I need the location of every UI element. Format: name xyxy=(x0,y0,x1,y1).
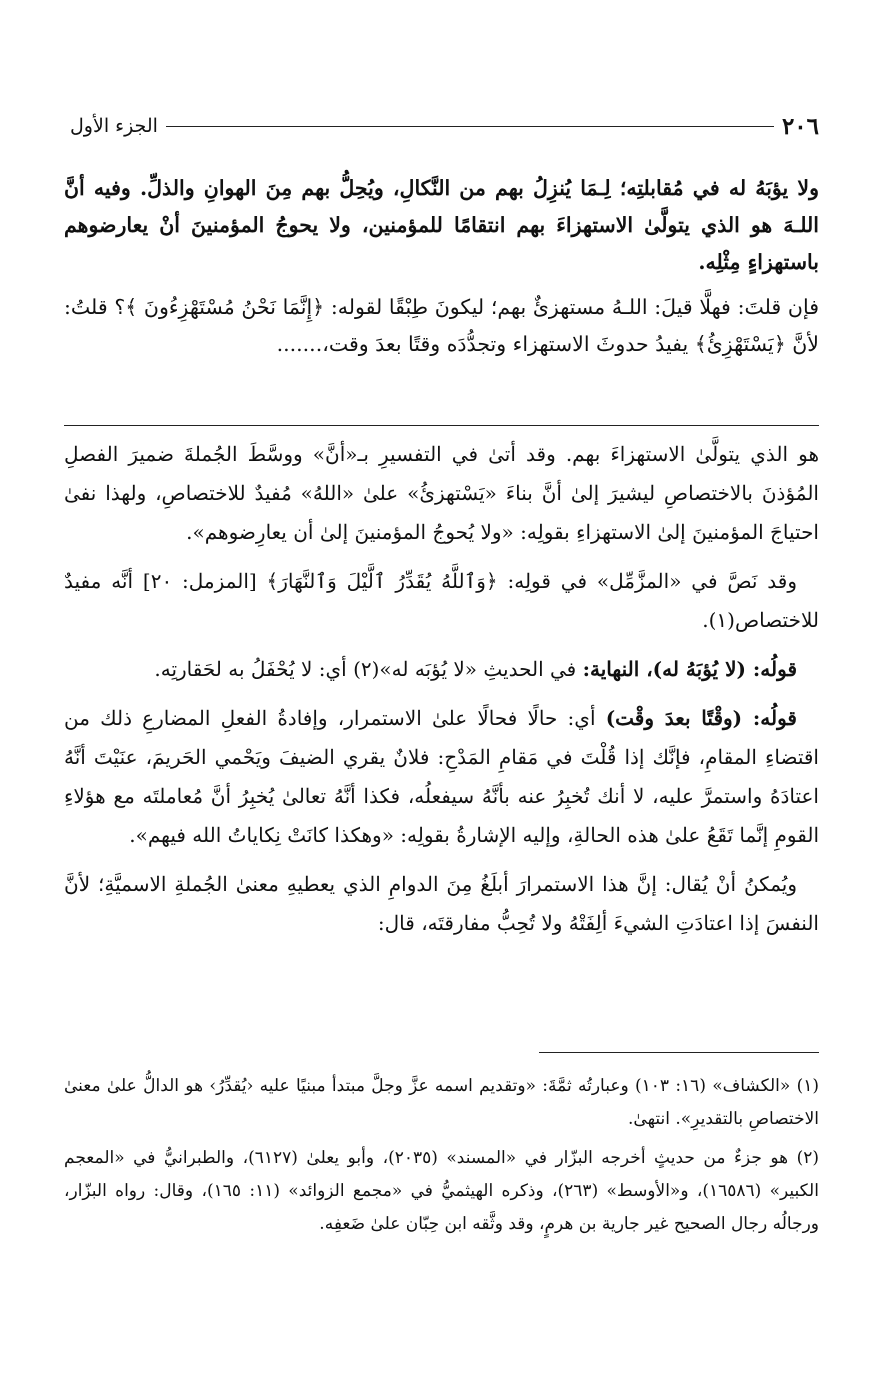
footnote-1: (١) «الكشاف» (١٦: ١٠٣) وعبارتُه ثمَّةَ: «وتقديم اسمه عزَّ وجلَّ مبتدأ مبنيًا عليه ‹يُقدِّرُ› هو الدالُّ علىٰ معنىٰ الاختصاصِ بالتقديرِ». انتهىٰ. xyxy=(64,1076,819,1129)
commentary-body-3: في الحديثِ «لا يُؤبَه له»(٢) أي: لا يُحْفَلُ به لحَقارتِه. xyxy=(154,657,583,681)
main-text-paragraph-2: فإن قلتَ: فهلَّا قيلَ: اللـهُ مستهزئٌ بهم؛ ليكونَ طِبْقًا لقوله: ﴿إِنَّمَا نَحْنُ مُسْتَهْزِءُونَ ﴾؟ قلتُ: لأنَّ ﴿يَسْتَهْزِئُ﴾ يفيدُ حدوثَ الاستهزاء وتجدُّدَه وقتًا بعدَ وقت،....... xyxy=(64,295,819,356)
commentary-paragraph-1: هو الذي يتولَّىٰ الاستهزاءَ بهم. وقد أتىٰ في التفسيرِ بـ«أنَّ» ووسَّطَ الجُملةَ ضميرَ الفصلِ المُؤذنَ بالاختصاصِ ليشيرَ إلىٰ أنَّ بناءَ «يَسْتهزئُ» علىٰ «اللهُ» مُفيدٌ للاختصاصِ، ولهذا نفىٰ احتياجَ المؤمنينَ إلىٰ الاستهزاءِ بقولِه: «ولا يُحوجُ المؤمنينَ إلىٰ أن يعارِضوهم». xyxy=(64,442,819,544)
page-number: ٢٠٦ xyxy=(781,112,819,140)
commentary-body-4: أي: حالًا فحالًا علىٰ الاستمرار، وإفادةُ الفعلِ المضارعِ ذلك من اقتضاءِ المقامِ، فإنَّك إذا قُلْتَ في مَقامِ المَدْحِ: فلانٌ يقري الضيفَ ويَحْمي الحَريمَ، عنَيْتَ أنَّهُ اعتادَهُ واستمرَّ عليه، لا أنك تُخبِرُ عنه بأنَّهُ سيفعلُه، فكذا أنَّهُ تعالىٰ يُخبِرُ أنَّ مُعاملتَه مع هؤلاءِ القومِ إنَّما تَقَعُ علىٰ هذه الحالةِ، وإليه الإشارةُ بقولِه: «وهكذا كانَتْ نِكاياتُ الله فيهم». xyxy=(64,706,819,847)
commentary-paragraph-4 xyxy=(64,699,819,855)
header-rule xyxy=(166,126,774,127)
volume-title: الجزء الأول xyxy=(70,115,158,137)
commentary-paragraph-5: ويُمكنُ أنْ يُقال: إنَّ هذا الاستمرارَ أبلَغُ مِنَ الدوامِ الذي يعطيهِ معنىٰ الجُملةِ الاسميَّةِ؛ لأنَّ النفسَ إذا اعتادَتِ الشيءَ ألِفَتْهُ ولا تُحِبُّ مفارقتَه، قال: xyxy=(64,872,819,935)
running-header xyxy=(70,108,819,144)
commentary-text xyxy=(64,435,819,953)
footnotes xyxy=(64,1070,819,1247)
main-text-paragraph-1: ولا يؤبَهُ له في مُقابلتِه؛ لِـمَا يُنزِلُ بهم من النَّكالِ، ويُحِلُّ بهم مِنَ الهوانِ والذلِّ. وفيه أنَّ اللـهَ هو الذي يتولَّىٰ الاستهزاءَ بهم انتقامًا للمؤمنين، ولا يحوجُ المؤمنينَ أنْ يعارضوهم باستهزاءٍ مِثْلِه. xyxy=(64,176,819,274)
footnote-separator xyxy=(539,1052,819,1053)
main-text xyxy=(64,170,819,371)
main-commentary-separator xyxy=(64,425,819,426)
commentary-lemma-3: قولُه: (لا يُؤبَهُ له)، النهاية: xyxy=(582,657,797,681)
commentary-lemma-4: قولُه: (وقْتًا بعدَ وقْت) xyxy=(605,706,797,730)
commentary-paragraph-3 xyxy=(64,650,819,689)
commentary-paragraph-2: وقد نَصَّ في «المزَّمِّل» في قولِه: ﴿وَٱللَّهُ يُقَدِّرُ ٱلَّيْلَ وَٱلنَّهَارَ﴾ [المزمل: ٢٠] أنَّه مفيدٌ للاختصاص(١). xyxy=(64,569,819,632)
footnote-2: (٢) هو جزءٌ من حديثٍ أخرجه البزّار في «المسند» (٢٠٣٥)، وأبو يعلىٰ (٦١٢٧)، والطبرانيُّ في «المعجم الكبير» (١٦٥٨٦)، و«الأوسط» (٢٦٣)، وذكره الهيثميُّ في «مجمع الزوائد» (١١: ١٦٥)، وقال: رواه البزّار، ورجالُه رجال الصحيح غير جارية بن هرمٍ، وقد وثَّقه ابن حِبّان علىٰ ضَعفِه. xyxy=(64,1148,820,1234)
